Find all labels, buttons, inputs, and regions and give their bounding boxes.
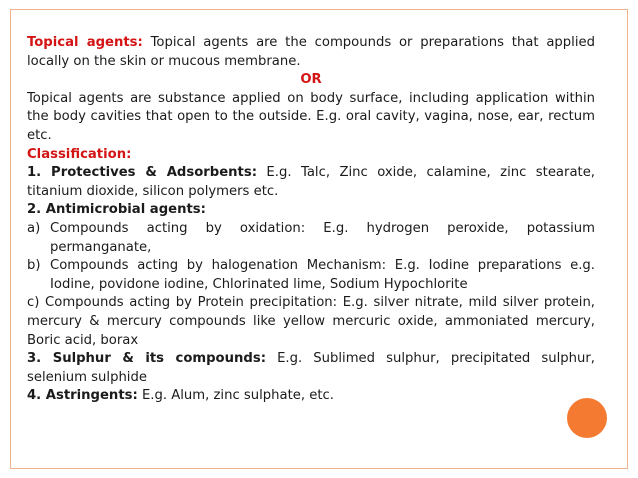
item-astringents-text: E.g. Alum, zinc sulphate, etc. <box>137 388 334 404</box>
item-antimicrobial-heading: 2. Antimicrobial agents: <box>27 202 206 218</box>
item-protectives <box>27 164 595 201</box>
definition-2: Topical agents are substance applied on body surface, including application within the body cavities that open to the outside. E.g. oral cavity, vagina, nose, ear, rectum etc. <box>27 90 595 143</box>
or-label: OR <box>300 72 322 88</box>
decorative-orange-circle <box>567 398 607 438</box>
item-protectives-text: E.g. Talc, Zinc oxide, calamine, zinc stearate, titanium dioxide, silicon polymers etc. <box>27 165 595 199</box>
antimicrobial-item-a-marker: a) <box>27 220 41 236</box>
antimicrobial-item-b-marker: b) <box>27 258 41 274</box>
classification-heading: Classification: <box>27 146 132 162</box>
antimicrobial-item-a-text: Compounds acting by oxidation: E.g. hydrogen peroxide, potassium permanganate, <box>50 220 595 255</box>
item-sulphur <box>27 350 595 387</box>
topical-definition <box>27 34 595 71</box>
antimicrobial-item-c: c) Compounds acting by Protein precipitation: E.g. silver nitrate, mild silver protein, mercury & mercury compounds like yellow mercuric oxide, ammoniated mercury, Boric acid, borax <box>27 295 595 348</box>
topical-heading: Topical agents: <box>27 35 143 50</box>
topical-text: Topical agents are the compounds or preparations that applied locally on the skin or mucous membrane. <box>27 35 595 69</box>
antimicrobial-item-b-text: Compounds acting by halogenation Mechanism: E.g. Iodine preparations e.g. Iodine, povidone iodine, Chlorinated lime, Sodium Hypochlorite <box>50 258 595 292</box>
item-astringents <box>27 387 595 406</box>
item-sulphur-heading: 3. Sulphur & its compounds: <box>27 351 266 367</box>
item-astringents-heading: 4. Astringents: <box>27 388 138 404</box>
item-protectives-heading: 1. Protectives & Adsorbents: <box>27 165 257 181</box>
slide-content <box>27 34 595 406</box>
item-sulphur-text: E.g. Sublimed sulphur, precipitated sulphur, selenium sulphide <box>27 351 595 385</box>
antimicrobial-item-b <box>27 257 595 294</box>
antimicrobial-item-a <box>27 220 595 257</box>
